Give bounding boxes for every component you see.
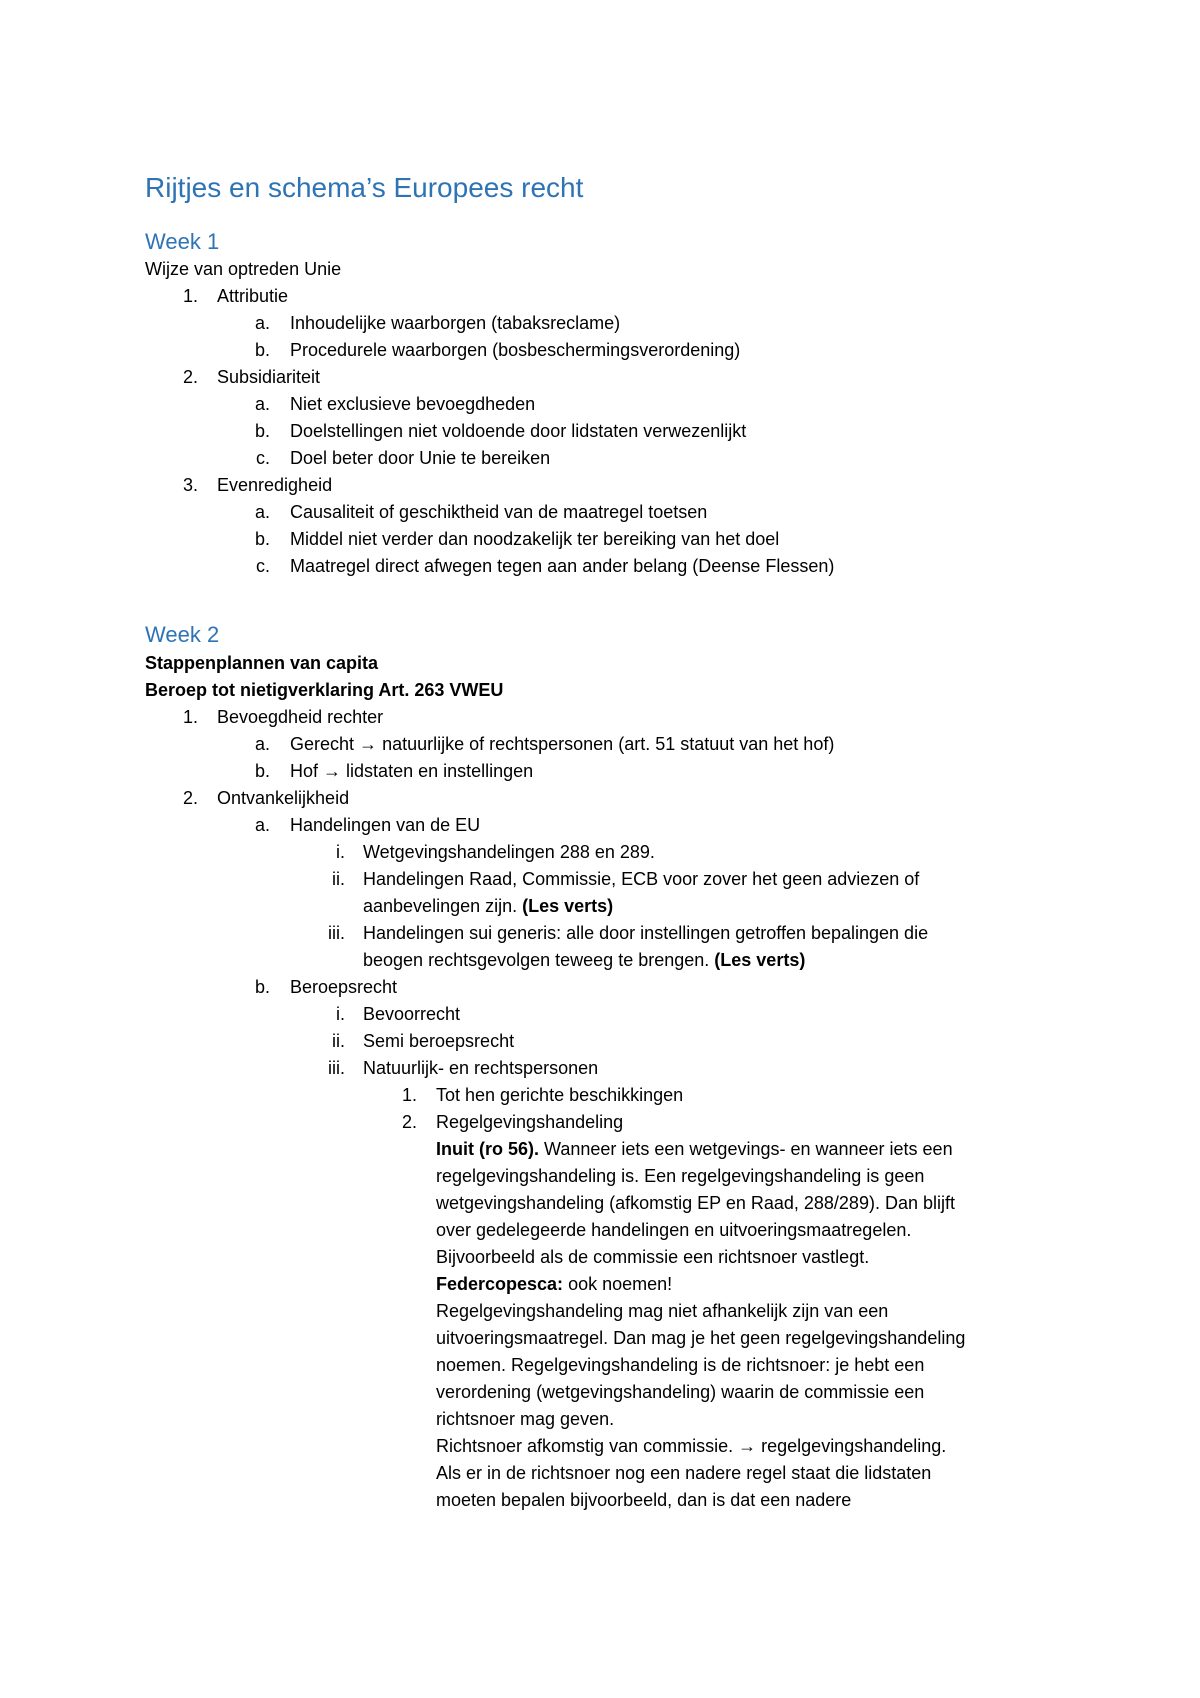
list-letter: a.: [254, 502, 270, 522]
text: Richtsnoer afkomstig van commissie.: [436, 1436, 734, 1456]
text: Gerecht: [290, 734, 355, 754]
list-item-deep: Regelgevingshandeling: [436, 1112, 624, 1132]
text: Hof: [290, 761, 319, 781]
paragraph-line: [436, 1433, 946, 1460]
paragraph-line: [436, 1136, 953, 1163]
list-number: 1.: [182, 286, 198, 306]
text: ook noemen!: [563, 1274, 673, 1294]
list-letter: b.: [254, 977, 270, 997]
list-letter: c.: [255, 556, 270, 576]
list-number: 1.: [182, 707, 198, 727]
week2-heading: Week 2: [145, 622, 220, 647]
list-letter: a.: [254, 815, 270, 835]
document-title: Rijtjes en schema’s Europees recht: [145, 172, 584, 203]
list-number: 2.: [182, 788, 198, 808]
list-item: Ontvankelijkheid: [217, 788, 350, 808]
case-reference: Inuit (ro 56).: [436, 1139, 539, 1159]
list-number: 2.: [182, 367, 198, 387]
paragraph-line: Bijvoorbeeld als de commissie een richtsnoer vastlegt.: [436, 1247, 870, 1267]
list-roman: i.: [336, 1004, 345, 1024]
arrow-right-icon: →: [738, 1436, 757, 1456]
case-reference: (Les verts): [714, 950, 806, 970]
list-subitem: Niet exclusieve bevoegdheden: [290, 394, 536, 414]
paragraph-line: Regelgevingshandeling mag niet afhankelijk zijn van een: [436, 1301, 889, 1321]
list-roman: ii.: [332, 1031, 345, 1051]
week2-subheading: Beroep tot nietigverklaring Art. 263 VWEU: [145, 680, 504, 700]
paragraph-line: [436, 1271, 672, 1298]
list-number: 1.: [401, 1085, 417, 1105]
list-subsubitem-cont: [363, 893, 613, 920]
text: aanbevelingen zijn.: [363, 896, 518, 916]
week1-heading: Week 1: [145, 229, 220, 254]
list-letter: a.: [254, 313, 270, 333]
list-letter: b.: [254, 340, 270, 360]
list-subsubitem-cont: [363, 947, 805, 974]
paragraph-line: Als er in de richtsnoer nog een nadere regel staat die lidstaten: [436, 1463, 932, 1483]
list-item: Bevoegdheid rechter: [217, 707, 384, 727]
list-item: Evenredigheid: [217, 475, 333, 495]
list-subsubitem: Wetgevingshandelingen 288 en 289.: [363, 842, 655, 862]
list-subitem: Maatregel direct afwegen tegen aan ander belang (Deense Flessen): [290, 556, 835, 576]
list-subitem: Inhoudelijke waarborgen (tabaksreclame): [290, 313, 621, 333]
list-letter: a.: [254, 734, 270, 754]
list-item-deep: Tot hen gerichte beschikkingen: [436, 1085, 684, 1105]
list-letter: c.: [255, 448, 270, 468]
list-number: 2.: [401, 1112, 417, 1132]
list-letter: b.: [254, 529, 270, 549]
list-subsubitem: Handelingen Raad, Commissie, ECB voor zover het geen adviezen of: [363, 869, 920, 889]
list-subitem: [290, 758, 533, 785]
list-letter: b.: [254, 761, 270, 781]
list-letter: a.: [254, 394, 270, 414]
list-item: Attributie: [217, 286, 289, 306]
list-roman: ii.: [332, 869, 345, 889]
arrow-right-icon: →: [323, 761, 342, 781]
list-subitem: Doel beter door Unie te bereiken: [290, 448, 551, 468]
list-item: Subsidiariteit: [217, 367, 321, 387]
paragraph-line: noemen. Regelgevingshandeling is de richtsnoer: je hebt een: [436, 1355, 925, 1375]
list-subitem: Doelstellingen niet voldoende door lidstaten verwezenlijkt: [290, 421, 747, 441]
paragraph-line: verordening (wetgevingshandeling) waarin de commissie een: [436, 1382, 925, 1402]
text: lidstaten en instellingen: [346, 761, 534, 781]
paragraph-line: uitvoeringsmaatregel. Dan mag je het geen regelgevingshandeling: [436, 1328, 966, 1348]
list-subitem: Middel niet verder dan noodzakelijk ter bereiking van het doel: [290, 529, 780, 549]
list-subsubitem: Bevoorrecht: [363, 1004, 461, 1024]
list-number: 3.: [182, 475, 198, 495]
paragraph-line: over gedelegeerde handelingen en uitvoeringsmaatregelen.: [436, 1220, 912, 1240]
list-subitem: Causaliteit of geschiktheid van de maatregel toetsen: [290, 502, 708, 522]
arrow-right-icon: →: [359, 734, 378, 754]
list-roman: i.: [336, 842, 345, 862]
list-subsubitem: Semi beroepsrecht: [363, 1031, 515, 1051]
text: regelgevingshandeling.: [761, 1436, 947, 1456]
list-subitem: [290, 731, 834, 758]
case-reference: Federcopesca:: [436, 1274, 564, 1294]
week2-subheading: Stappenplannen van capita: [145, 653, 379, 673]
week1-intro: Wijze van optreden Unie: [145, 259, 342, 279]
case-reference: (Les verts): [522, 896, 614, 916]
paragraph-line: moeten bepalen bijvoorbeeld, dan is dat een nadere: [436, 1490, 852, 1510]
list-subitem: Beroepsrecht: [290, 977, 398, 997]
paragraph-line: richtsnoer mag geven.: [436, 1409, 615, 1429]
list-subitem: Procedurele waarborgen (bosbeschermingsverordening): [290, 340, 741, 360]
list-subitem: Handelingen van de EU: [290, 815, 481, 835]
text: natuurlijke of rechtspersonen (art. 51 statuut van het hof): [382, 734, 835, 754]
list-subsubitem: Handelingen sui generis: alle door instellingen getroffen bepalingen die: [363, 923, 929, 943]
list-roman: iii.: [328, 923, 345, 943]
paragraph-line: wetgevingshandeling (afkomstig EP en Raad, 288/289). Dan blijft: [436, 1193, 955, 1213]
paragraph-line: regelgevingshandeling is. Een regelgevingshandeling is geen: [436, 1166, 925, 1186]
list-roman: iii.: [328, 1058, 345, 1078]
text: Wanneer iets een wetgevings- en wanneer iets een: [539, 1139, 953, 1159]
text: beogen rechtsgevolgen teweeg te brengen.: [363, 950, 710, 970]
list-letter: b.: [254, 421, 270, 441]
list-subsubitem: Natuurlijk- en rechtspersonen: [363, 1058, 599, 1078]
